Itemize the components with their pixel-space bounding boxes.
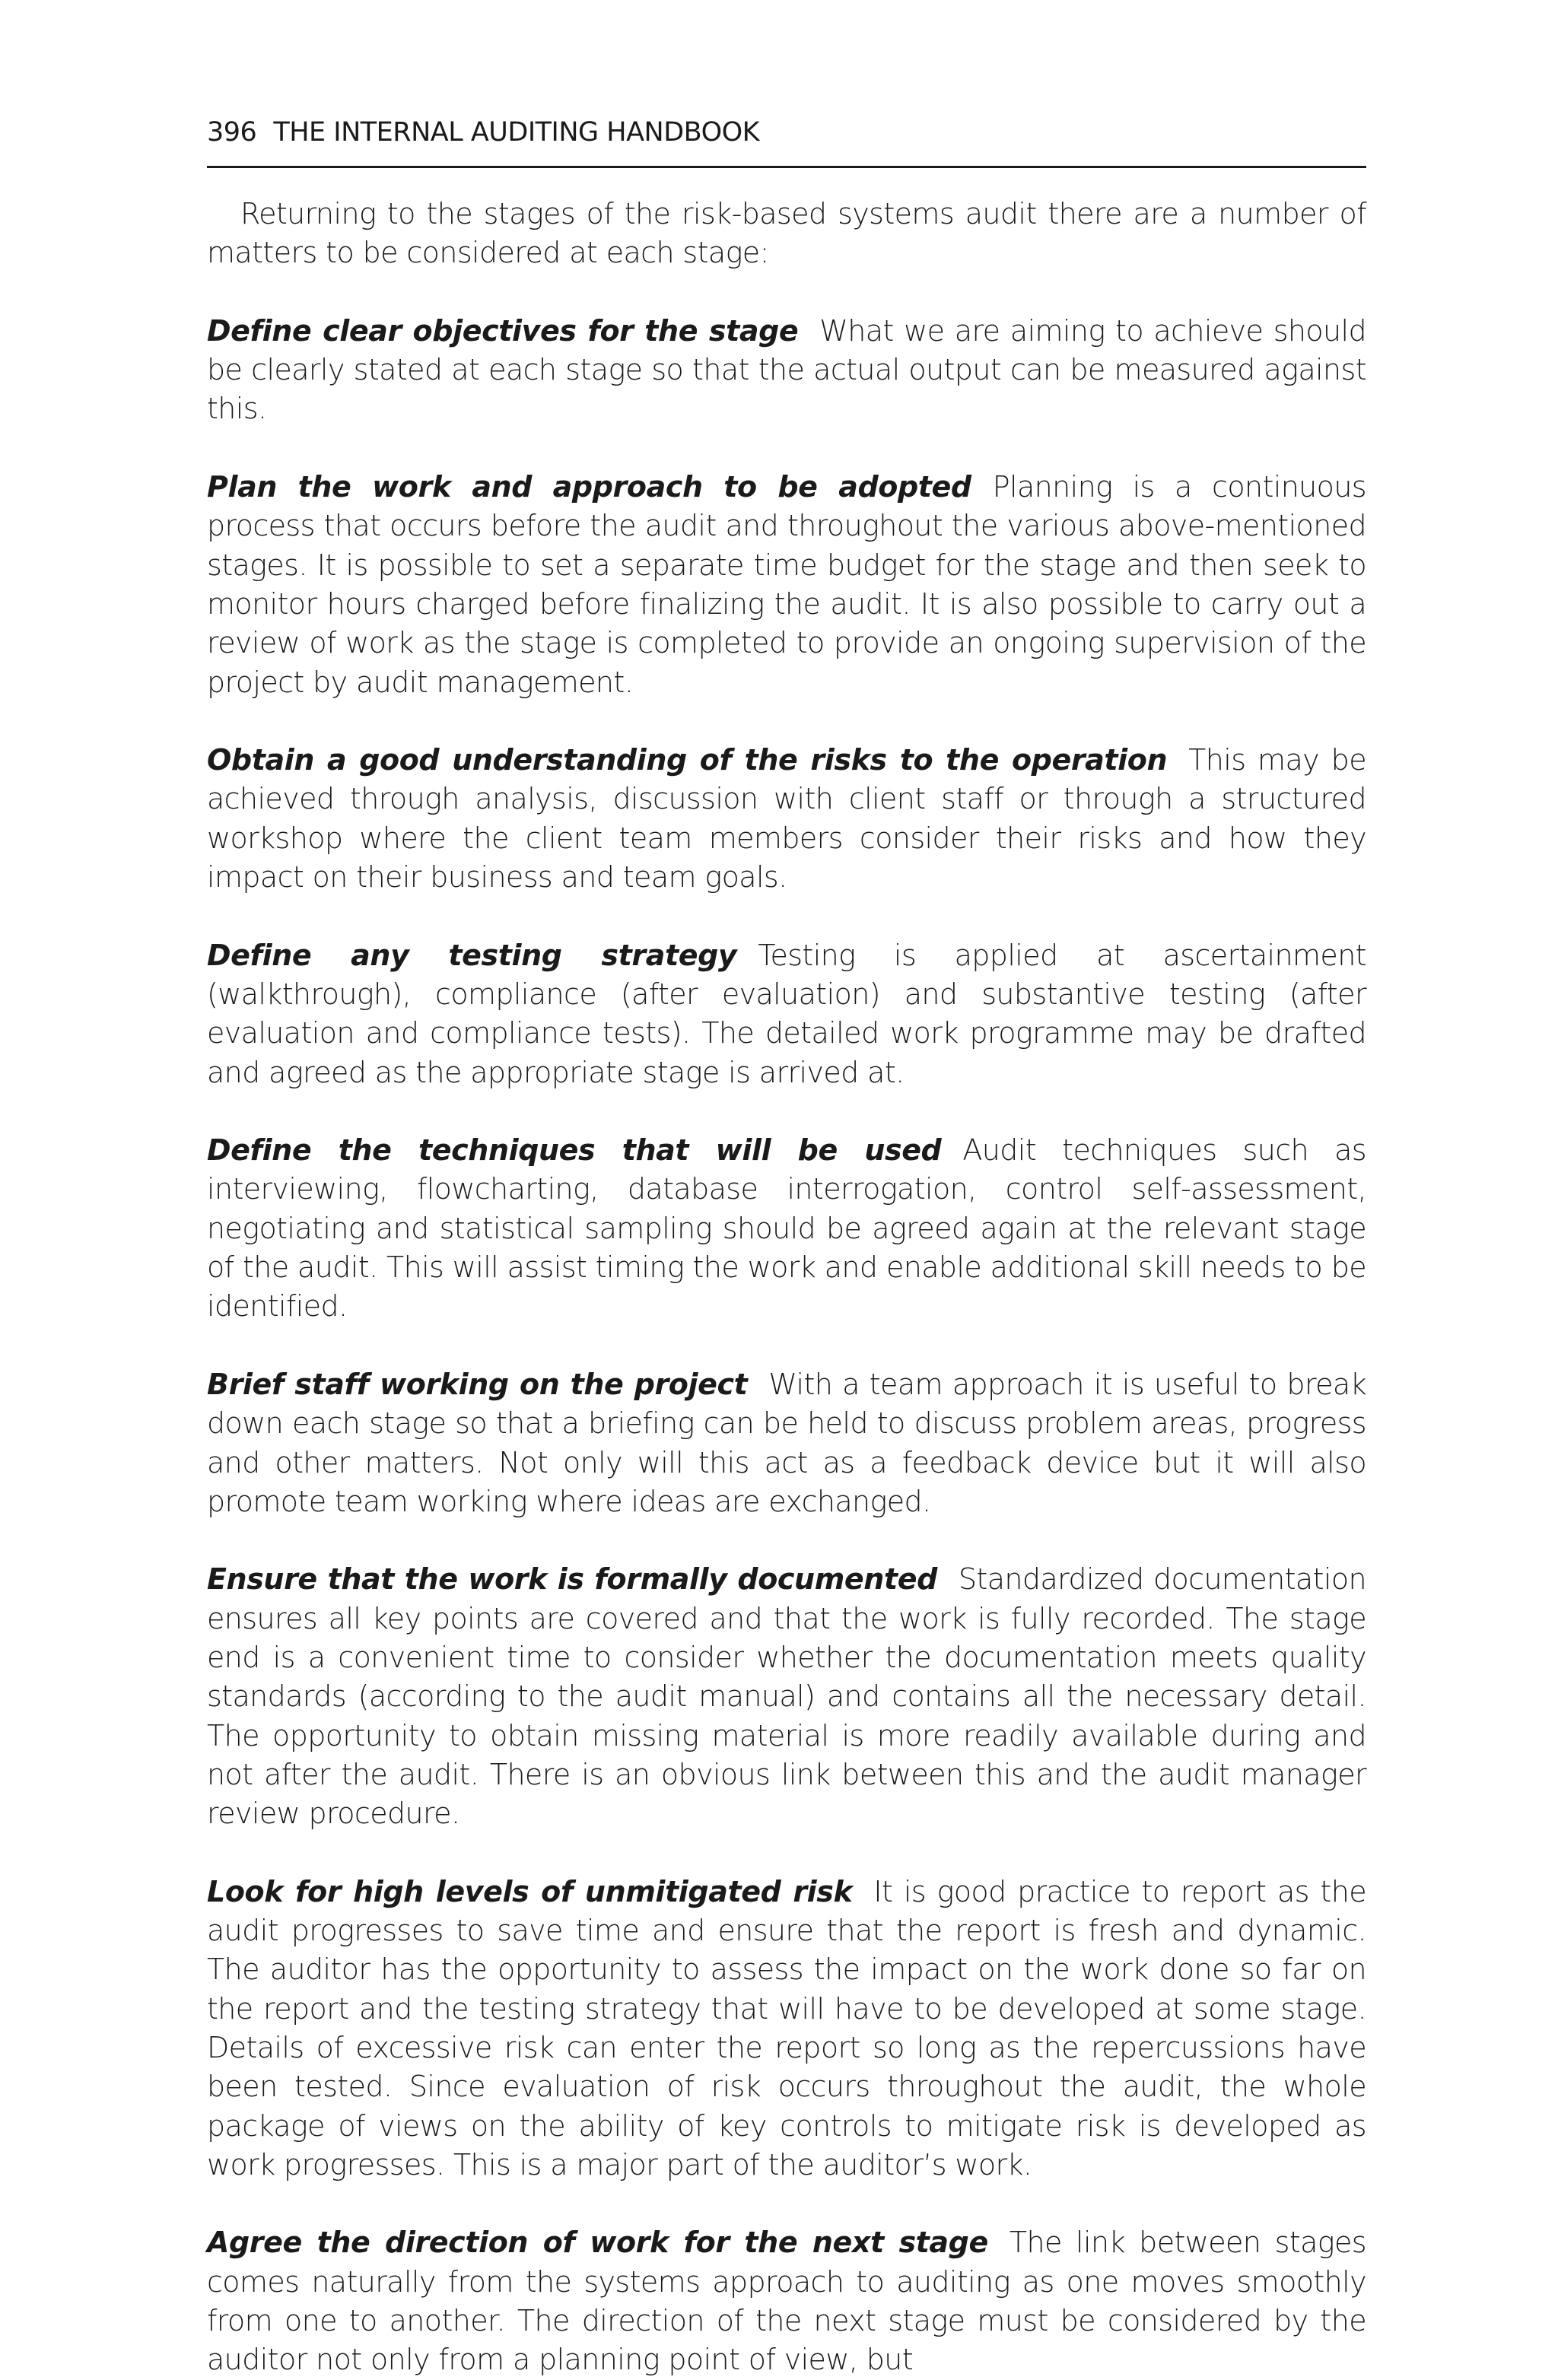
section-text: Planning is a continuous process that occurs before the audit and throughout the various above-mentioned stages. It is possible to set a separate time budget for the stage and then seek to monitor hours charged before finalizing the audit. It is also possible to carry out a review of work as the stage is completed to provide an ongoing supervision of the project by audit management. [207,470,1367,699]
section-text: Audit techniques such as interviewing, flowcharting, database interrogation, control self-assessment, negotiating and statistical sampling should be agreed again at the relevant stage of the audit. This will assist timing the work and enable additional skill needs to be identified. [207,1133,1367,1323]
running-header [207,116,1366,168]
section-paragraph [207,2223,1366,2379]
section-heading: Plan the work and approach to be adopted [207,470,971,504]
book-title: THE INTERNAL AUDITING HANDBOOK [273,117,760,148]
section-paragraph [207,1131,1366,1326]
section-heading: Brief staff working on the project [207,1367,748,1401]
section-text: Testing is applied at ascertainment (walkthrough), compliance (after evaluation) and substantive testing (after evaluation and compliance tests). The detailed work programme may be drafted and agreed as the appropriate stage is arrived at. [207,938,1366,1089]
book-page [207,0,1367,2377]
section-paragraph [207,312,1366,429]
section-text: Standardized documentation ensures all key points are covered and that the work is fully recorded. The stage end is a convenient time to consider whether the documentation meets quality standards (according to the audit manual) and contains all the necessary detail. The opportunity to obtain missing material is more readily available during and not after the audit. There is an obvious link between this and the audit manager review procedure. [207,1562,1366,1831]
section-heading: Ensure that the work is formally documented [207,1562,937,1597]
section-text: With a team approach it is useful to break down each stage so that a briefing can be held to discuss problem areas, progress and other matters. Not only will this act as a feedback device but it will also promote team working where ideas are exchanged. [207,1367,1367,1518]
section-heading: Obtain a good understanding of the risks to the operation [207,743,1168,777]
section-paragraph [207,468,1366,702]
section-text: What we are aiming to achieve should be clearly stated at each stage so that the actual output can be measured against this. [207,313,1366,426]
section-text: This may be achieved through analysis, discussion with client staff or through a structured workshop where the client team members consider their risks and how they impact on their business and team goals. [207,743,1366,894]
page-number: 396 [207,117,257,148]
section-text: The link between stages comes naturally from the systems approach to auditing as one moves smoothly from one to another. The direction of the next stage must be considered by the auditor not only from a planning point of view, but [207,2226,1366,2377]
section-text: It is good practice to report as the audit progresses to save time and ensure that the report is fresh and dynamic. The auditor has the opportunity to assess the impact on the work done so far on the report and the testing strategy that will have to be developed at some stage. Details of excessive risk can enter the report so long as the repercussions have been tested. Since evaluation of risk occurs throughout the audit, the whole package of views on the ability of key controls to mitigate risk is developed as work progresses. This is a major part of the auditor’s work. [207,1874,1366,2181]
section-heading: Look for high levels of unmitigated risk [207,1874,853,1908]
section-heading: Define any testing strategy [207,938,737,972]
body-text [207,195,1366,2380]
section-paragraph [207,741,1366,897]
section-paragraph [207,1365,1366,1521]
section-paragraph [207,1560,1366,1833]
section-heading: Define clear objectives for the stage [207,313,799,348]
section-paragraph [207,1873,1366,2185]
section-heading: Define the techniques that will be used [207,1133,942,1168]
section-paragraph [207,936,1366,1092]
section-heading: Agree the direction of work for the next stage [207,2226,988,2260]
intro-paragraph: Returning to the stages of the risk-based systems audit there are a number of matters to be considered at each stage: [207,197,1366,270]
